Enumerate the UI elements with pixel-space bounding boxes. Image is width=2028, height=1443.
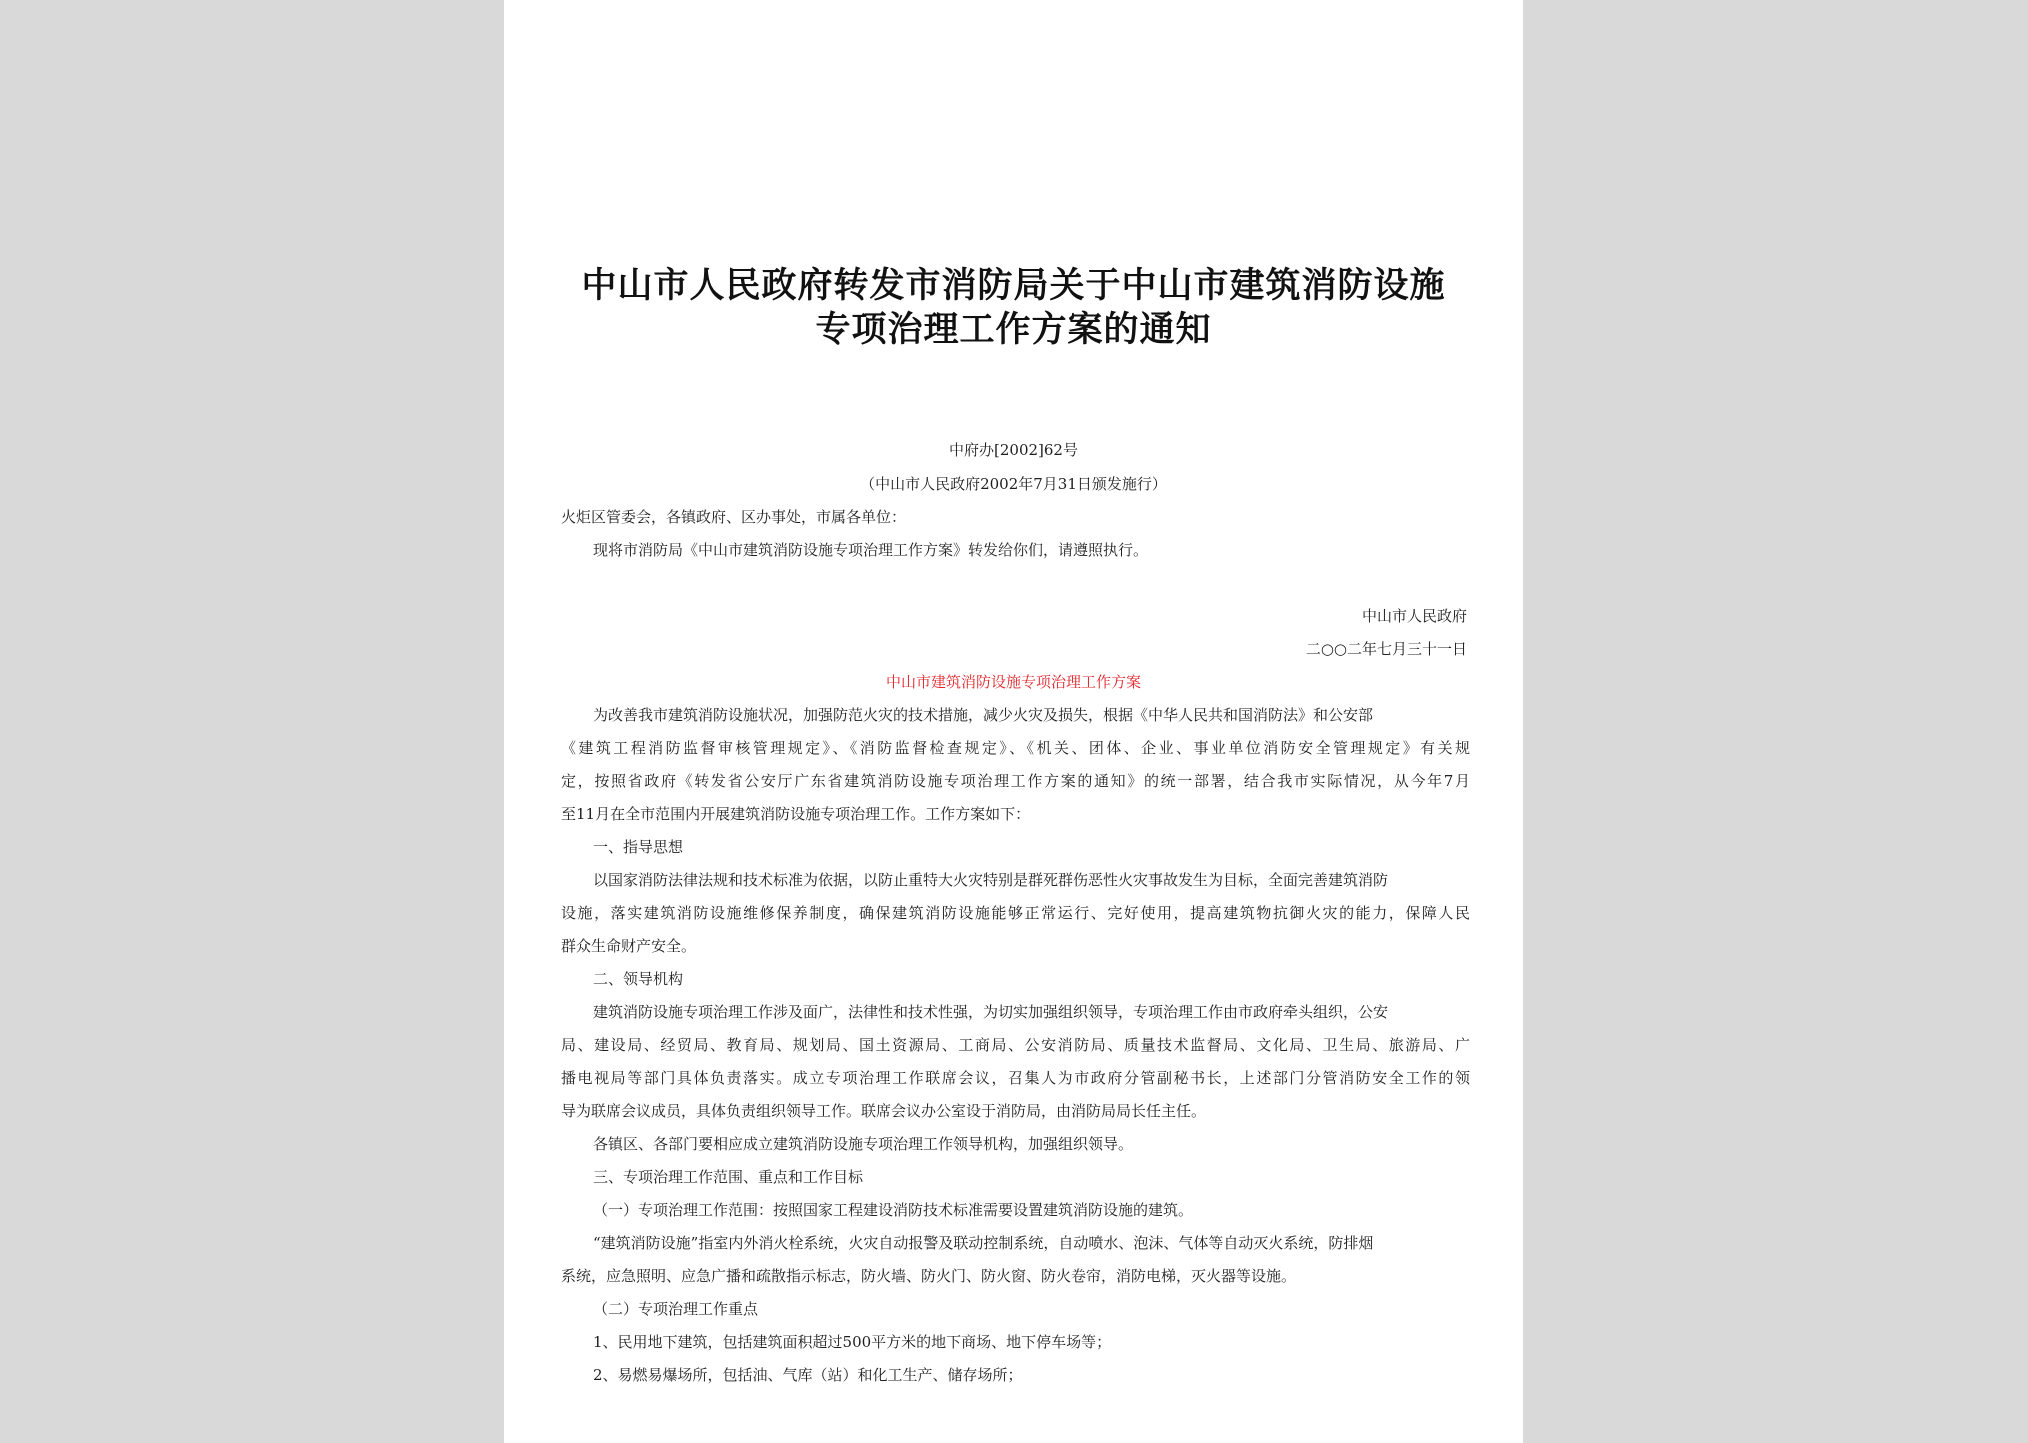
body-line: 设施，落实建筑消防设施维修保养制度，确保建筑消防设施能够正常运行、完好使用，提高建筑物抗御火灾的能力，保障人民 [561, 904, 1470, 922]
body-line: 以国家消防法律法规和技术标准为依据，以防止重特大火灾特别是群死群伤恶性火灾事故发生为目标，全面完善建筑消防 [593, 871, 1389, 889]
body-line: 建筑消防设施专项治理工作涉及面广，法律性和技术性强，为切实加强组织领导，专项治理工作由市政府牵头组织，公安 [593, 1003, 1389, 1021]
body-line: “建筑消防设施”指室内外消火栓系统，火灾自动报警及联动控制系统，自动喷水、泡沫、气体等自动灭火系统，防排烟 [593, 1234, 1374, 1252]
body-line: 群众生命财产安全。 [561, 937, 697, 955]
issue-date: 二○○二年七月三十一日 [1305, 640, 1467, 658]
body-line: 播电视局等部门具体负责落实。成立专项治理工作联席会议，召集人为市政府分管副秘书长，上述部门分管消防安全工作的领 [561, 1069, 1470, 1087]
body-line: 《建筑工程消防监督审核管理规定》、《消防监督检查规定》、《机关、团体、企业、事业单位消防安全管理规定》有关规 [561, 739, 1470, 757]
document-number: 中府办[2002]62号 [949, 441, 1078, 459]
body-line: 至11月在全市范围内开展建筑消防设施专项治理工作。工作方案如下： [561, 805, 1031, 823]
document-title-line-1: 中山市人民政府转发市消防局关于中山市建筑消防设施 [581, 265, 1446, 306]
section-heading: 二、领导机构 [593, 970, 684, 988]
issuer-signature: 中山市人民政府 [1361, 607, 1467, 625]
instruction-text: 现将市消防局《中山市建筑消防设施专项治理工作方案》转发给你们，请遵照执行。 [593, 541, 1149, 559]
plan-title: 中山市建筑消防设施专项治理工作方案 [885, 673, 1141, 691]
section-heading: （二）专项治理工作重点 [593, 1300, 759, 1318]
issue-note: （中山市人民政府2002年7月31日颁发施行） [860, 475, 1167, 493]
section-heading: 三、专项治理工作范围、重点和工作目标 [593, 1168, 864, 1186]
body-line: 系统，应急照明、应急广播和疏散指示标志，防火墙、防火门、防火窗、防火卷帘，消防电梯，灭火器等设施。 [561, 1267, 1297, 1285]
document-page [504, 0, 1523, 1443]
body-line: 定，按照省政府《转发省公安厅广东省建筑消防设施专项治理工作方案的通知》的统一部署，结合我市实际情况，从今年7月 [561, 772, 1470, 790]
body-line: 各镇区、各部门要相应成立建筑消防设施专项治理工作领导机构，加强组织领导。 [593, 1135, 1134, 1153]
body-line: 为改善我市建筑消防设施状况，加强防范火灾的技术措施，减少火灾及损失，根据《中华人民共和国消防法》和公安部 [593, 706, 1374, 724]
section-heading: 一、指导思想 [593, 838, 684, 856]
body-line: 2、易燃易爆场所，包括油、气库（站）和化工生产、储存场所； [593, 1366, 1023, 1384]
document-title-line-2: 专项治理工作方案的通知 [815, 309, 1212, 350]
body-line: 1、民用地下建筑，包括建筑面积超过500平方米的地下商场、地下停车场等； [593, 1333, 1112, 1351]
body-line: （一）专项治理工作范围：按照国家工程建设消防技术标准需要设置建筑消防设施的建筑。 [593, 1201, 1194, 1219]
body-line: 局、建设局、经贸局、教育局、规划局、国土资源局、工商局、公安消防局、质量技术监督局、文化局、卫生局、旅游局、广 [561, 1036, 1470, 1054]
addressee: 火炬区管委会，各镇政府、区办事处，市属各单位： [561, 508, 907, 526]
body-line: 导为联席会议成员，具体负责组织领导工作。联席会议办公室设于消防局，由消防局局长任主任。 [561, 1102, 1207, 1120]
